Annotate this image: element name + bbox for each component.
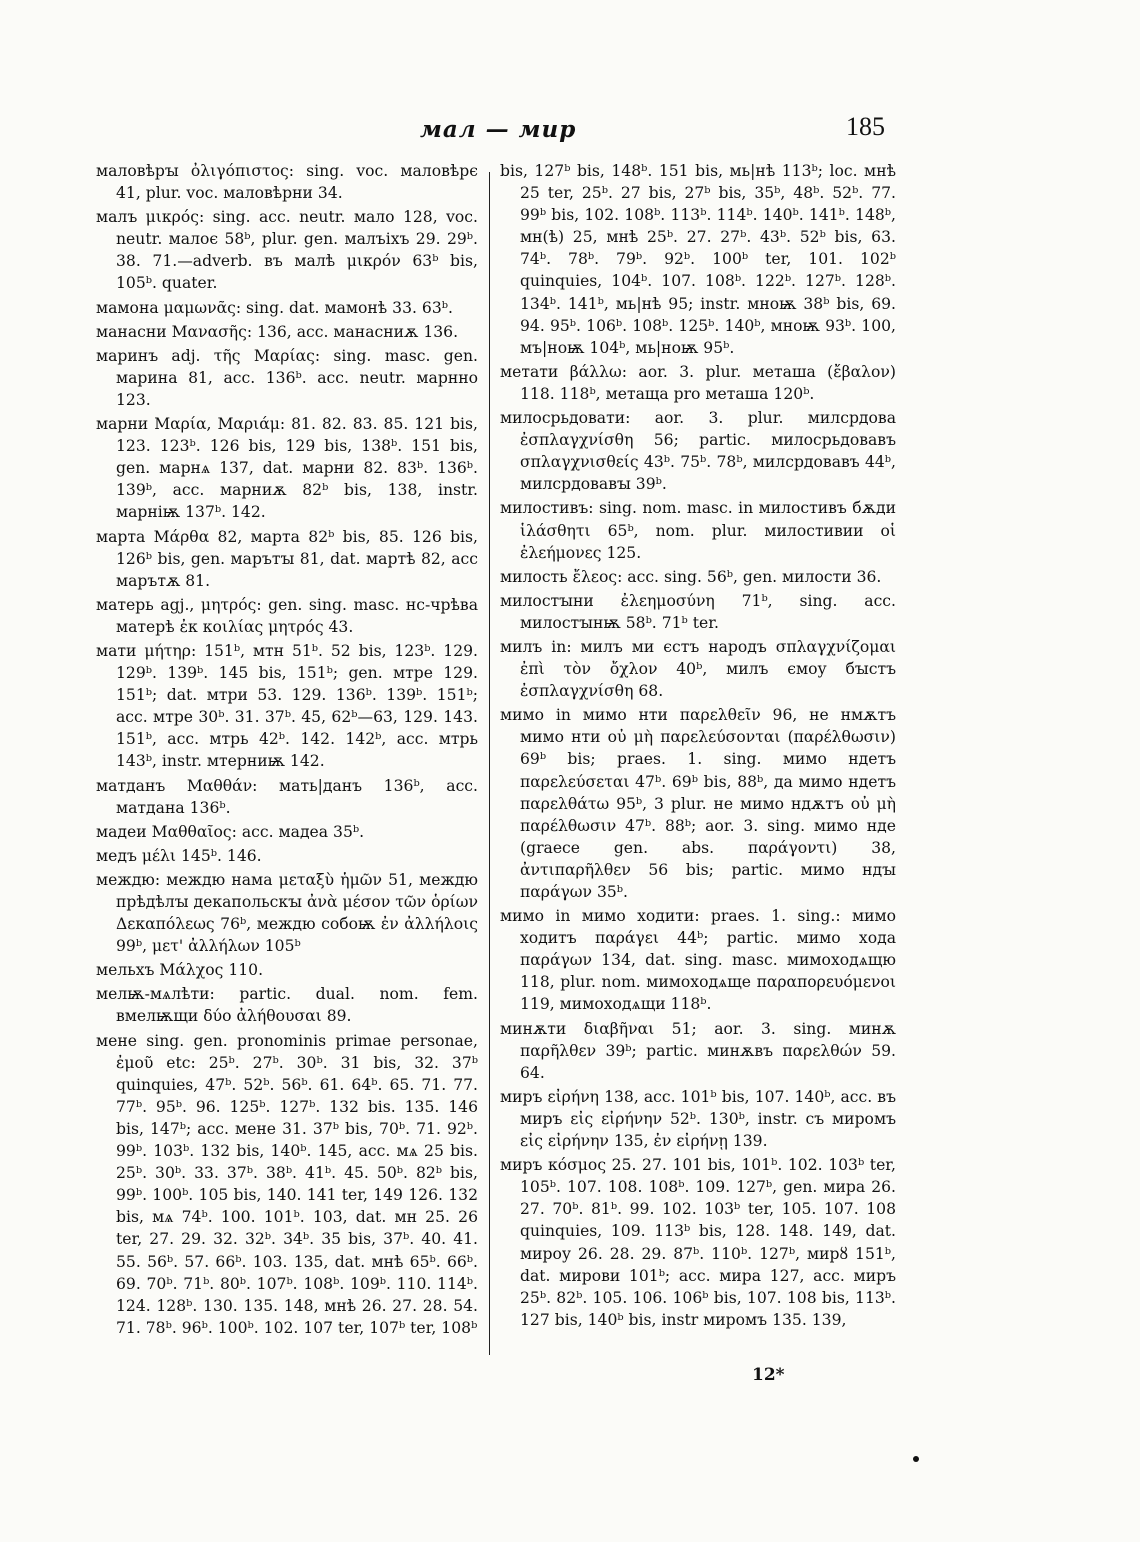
dictionary-entry: минѫти διαβῆναι 51; aor. 3. sing. минѫ παρῆλθεν 39ᵇ; partic. минѫвъ παρελθών 59. 64. — [500, 1019, 896, 1082]
dictionary-entry: мимо in мимо нти παρελθεῖν 96, не нмѫтъ мимо нти οὐ μὴ παρελεύσονται (παρέλθωσιν) 69ᵇ bis; praes. 1. sing. мимо ндетъ παρελεύσεται 47ᵇ. 69ᵇ bis, 88ᵇ, да мимо ндетъ παρελθάτω 95ᵇ, 3 plur. не мимо ндѫтъ οὐ μὴ παρέλθωσιν 47ᵇ. 88ᵇ; aor. 3. sing. мимо нде (graece gen. abs. παράγοντι) 38, ἀντιπαρῆλθεν 56 bis; partic. мимо ндꙑ παράγων 35ᵇ. — [500, 706, 896, 901]
dictionary-entry: милостꙑни ἐλεημοσύνη 71ᵇ, sing. acc. милостꙑнѭ 58ᵇ. 71ᵇ ter. — [500, 591, 896, 632]
dictionary-entry: маринъ adj. τῆς Μαρίας: sing. masc. gen. марина 81, acc. 136ᵇ. acc. neutr. марнно 123. — [96, 346, 478, 409]
dictionary-entry: матерь agj., μητρός: gen. sing. masc. нс-чрѣва матерѣ ἐκ κοιλίας μητρός 43. — [96, 595, 478, 636]
dictionary-entry: мимо in мимо ходити: praes. 1. sing.: мимо ходитъ παράγει 44ᵇ; partic. мимо хода παράγων 134, dat. sing. masc. мимоходѧщю 118, plur. nom. мимоходѧще παραπορευόμενοι 119, мимоходѧщи 118ᵇ. — [500, 907, 896, 1014]
dictionary-entry: милосрьдовати: aor. 3. plur. милсрдова ἐσπλαγχνίσθη 56; partic. милосрьдовавъ σπλαγχνισθείς 43ᵇ. 75ᵇ. 78ᵇ, милсрдовавъ 44ᵇ, милсрдовавꙑ 39ᵇ. — [500, 409, 896, 494]
dictionary-entry: милость ἔλεος: acc. sing. 56ᵇ, gen. милости 36. — [500, 567, 882, 586]
left-column — [96, 160, 478, 1341]
dictionary-entry: мелѭ-мѧлѣти: partic. dual. nom. fem. вмелѭщи δύο ἀλήθουσαι 89. — [96, 985, 478, 1026]
dictionary-entry: миръ κόσμος 25. 27. 101 bis, 101ᵇ. 102. 103ᵇ ter, 105ᵇ. 107. 108. 108ᵇ. 109. 127ᵇ, gen. мира 26. 27. 70ᵇ. 81ᵇ. 99. 102. 103ᵇ ter, 105. 107. 108 quinquies, 109. 113ᵇ bis, 128. 148. 149, dat. мироу 26. 28. 29. 87ᵇ. 110ᵇ. 127ᵇ, мирȣ 151ᵇ, dat. мирови 101ᵇ; acc. мира 127, acc. миръ 25ᵇ. 82ᵇ. 105. 106. 106ᵇ bis, 107. 108 bis, 113ᵇ. 127 bis, 140ᵇ bis, instr миромъ 135. 139, — [500, 1156, 896, 1329]
dictionary-entry: милъ in: милъ ми єстъ народъ σπλαγχνίζομαι ἐπὶ τὸν ὄχλον 40ᵇ, милъ ємоу бꙑстъ ἐσπλαγχνίσθη 68. — [500, 637, 896, 701]
page-number: 185 — [846, 112, 885, 141]
running-head: мал — мир — [420, 116, 577, 143]
dictionary-entry: междю: междю нама μεταξὺ ἡμῶν 51, междю прѣдѣлꙑ декапольскꙑ ἀνὰ μέσον τῶν ὁρίων Δεκαπόλεως 76ᵇ, междю собоѭ ἐν ἀλλήλοις 99ᵇ, μετ' ἀλλήλων 105ᵇ — [96, 870, 478, 956]
page-header — [0, 112, 1140, 152]
signature-mark: 12* — [752, 1365, 785, 1385]
dictionary-entry: мене sing. gen. pronominis primae personae, ἐμοῦ etc: 25ᵇ. 27ᵇ. 30ᵇ. 31 bis, 32. 37ᵇ quinquies, 47ᵇ. 52ᵇ. 56ᵇ. 61. 64ᵇ. 65. 71. 77. 77ᵇ. 95ᵇ. 96. 125ᵇ. 127ᵇ. 132 bis. 135. 146 bis, 147ᵇ; acc. мене 31. 37ᵇ bis, 70ᵇ. 71. 92ᵇ. 99ᵇ. 103ᵇ. 132 bis, 140ᵇ. 145, acc. мѧ 25 bis. 25ᵇ. 30ᵇ. 33. 37ᵇ. 38ᵇ. 41ᵇ. 45. 50ᵇ. 82ᵇ bis, 99ᵇ. 100ᵇ. 105 bis, 140. 141 ter, 149 126. 132 bis, мѧ 74ᵇ. 100. 101ᵇ. 103, dat. мн 25. 26 ter, 27. 29. 32. 32ᵇ. 34ᵇ. 35 bis, 37ᵇ. 40. 41. 55. 56ᵇ. 57. 66ᵇ. 103. 135, dat. мнѣ 65ᵇ. 66ᵇ. 69. 70ᵇ. 71ᵇ. 80ᵇ. 107ᵇ. 108ᵇ. 109ᵇ. 110. 114ᵇ. 124. 128ᵇ. 130. 135. 148, мнѣ 26. 27. 28. 54. 71. 78ᵇ. 96ᵇ. 100ᵇ. 102. 107 ter, 107ᵇ ter, 108ᵇ — [96, 1031, 478, 1337]
dictionary-entry: марни Μαρία, Μαριάμ: 81. 82. 83. 85. 121 bis, 123. 123ᵇ. 126 bis, 129 bis, 138ᵇ. 151 bis, gen. марнѧ 137, dat. марни 82. 83ᵇ. 136ᵇ. 139ᵇ, acc. марниѫ 82ᵇ bis, 138, instr. марніѭ 137ᵇ. 142. — [96, 415, 478, 522]
dictionary-entry: мамона μαμωνᾶς: sing. dat. мамонѣ 33. 63ᵇ. — [96, 298, 453, 317]
dictionary-entry: bis, 127ᵇ bis, 148ᵇ. 151 bis, мь|нѣ 113ᵇ; loc. мнѣ 25 ter, 25ᵇ. 27 bis, 27ᵇ bis, 35ᵇ, 48ᵇ. 52ᵇ. 77. 99ᵇ bis, 102. 108ᵇ. 113ᵇ. 114ᵇ. 140ᵇ. 141ᵇ. 148ᵇ, мн(ѣ) 25, мнѣ 25ᵇ. 27. 27ᵇ. 43ᵇ. 52ᵇ bis, 63. 74ᵇ. 78ᵇ. 79ᵇ. 92ᵇ. 100ᵇ ter, 101. 102ᵇ quinquies, 104ᵇ. 107. 108ᵇ. 122ᵇ. 127ᵇ. 128ᵇ. 134ᵇ. 141ᵇ, мь|нѣ 95; instr. мноѭ 38ᵇ bis, 69. 94. 95ᵇ. 106ᵇ. 108ᵇ. 125ᵇ. 140ᵇ, мноѭ 93ᵇ. 100, мъ|ноѭ 104ᵇ, мь|ноѭ 95ᵇ. — [500, 162, 896, 357]
dictionary-entry: манасни Μανασῆς: 136, acc. манасниѫ 136. — [96, 322, 459, 341]
dictionary-entry: маловѣрꙑ ὀλιγόπιστος: sing. voc. маловѣрє 41, plur. voc. маловѣрни 34. — [96, 162, 478, 203]
dictionary-entry: медъ μέλι 145ᵇ. 146. — [96, 846, 262, 865]
dictionary-entry: мельхъ Μάλχος 110. — [96, 961, 264, 980]
ink-dot — [913, 1456, 919, 1462]
dictionary-entry: миръ εἰρήνη 138, acc. 101ᵇ bis, 107. 140ᵇ, acc. въ миръ εἰς εἰρήνην 52ᵇ. 130ᵇ, instr. съ миромъ εἰς εἰρήνην 135, ἐν εἰρήνῃ 139. — [500, 1087, 896, 1151]
dictionary-entry: метати βάλλω: aor. 3. plur. меташа (ἔβαλον) 118. 118ᵇ, метаща pro меташа 120ᵇ. — [500, 362, 896, 403]
dictionary-entry: малъ μικρός: sing. acc. neutr. мало 128, voc. neutr. малоє 58ᵇ, plur. gen. малъіхъ 29. 29ᵇ. 38. 71.—adverb. въ малѣ μικρόν 63ᵇ bis, 105ᵇ. quater. — [96, 208, 478, 293]
dictionary-entry: матданъ Μαθθάν: мать|данъ 136ᵇ, acc. матдана 136ᵇ. — [96, 776, 478, 817]
dictionary-entry: мадеи Μαθθαῖος: acc. мадеа 35ᵇ. — [96, 822, 365, 841]
column-divider — [489, 172, 490, 1355]
right-column — [500, 160, 896, 1333]
dictionary-entry: марта Μάρθα 82, марта 82ᵇ bis, 85. 126 bis, 126ᵇ bis, gen. марътꙑ 81, dat. мартѣ 82, acc марътѫ 81. — [96, 527, 478, 590]
dictionary-entry: мати μήτηρ: 151ᵇ, мтн 51ᵇ. 52 bis, 123ᵇ. 129. 129ᵇ. 139ᵇ. 145 bis, 151ᵇ; gen. мтре 129. 151ᵇ; dat. мтри 53. 129. 136ᵇ. 139ᵇ. 151ᵇ; acc. мтре 30ᵇ. 31. 37ᵇ. 45, 62ᵇ—63, 129. 143. 151ᵇ, acc. мтрь 42ᵇ. 142. 142ᵇ, acc. мтрь 143ᵇ, instr. мтерниѭ 142. — [96, 641, 478, 771]
dictionary-entry: милостивъ: sing. nom. masc. in милостивъ бѫди ἱλάσθητι 65ᵇ, nom. plur. милостивии οἱ ἐλεήμονες 125. — [500, 499, 896, 562]
